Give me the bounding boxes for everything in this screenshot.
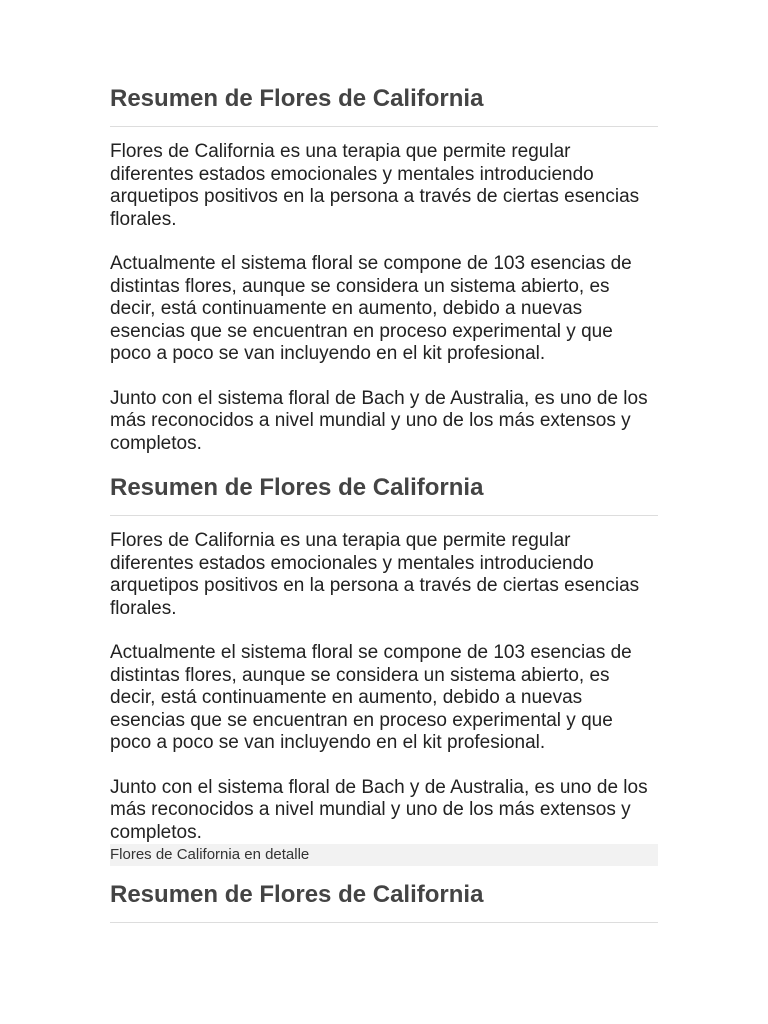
section-paragraph: Actualmente el sistema floral se compone de 103 esencias de distintas flores, aunque se considera un sistema abierto, es decir, está continuamente en aumento, debido a nuevas esencias que se encuentran en proceso experimental y que poco a poco se van incluyendo en el kit profesional. <box>110 253 632 364</box>
section-paragraph: Flores de California es una terapia que permite regular diferentes estados emocionales y mentales introduciendo arquetipos positivos en la persona a través de ciertas esencias florales. <box>110 141 640 230</box>
summary-section-1 <box>110 84 658 455</box>
section-paragraph: Junto con el sistema floral de Bach y de Australia, es uno de los más reconocidos a nivel mundial y uno de los más extensos y completos. <box>110 776 648 843</box>
section-divider <box>110 922 658 923</box>
section-paragraph: Actualmente el sistema floral se compone de 103 esencias de distintas flores, aunque se considera un sistema abierto, es decir, está continuamente en aumento, debido a nuevas esencias que se encuentran en proceso experimental y que poco a poco se van incluyendo en el kit profesional. <box>110 642 632 753</box>
section-divider <box>110 126 658 127</box>
section-title: Resumen de Flores de California <box>110 85 484 112</box>
section-title: Resumen de Flores de California <box>110 881 484 908</box>
section-divider <box>110 515 658 516</box>
detail-caption: Flores de California en detalle <box>110 844 658 866</box>
document-body <box>110 84 658 937</box>
summary-section-2 <box>110 473 658 844</box>
summary-section-3 <box>110 880 658 923</box>
section-paragraph: Junto con el sistema floral de Bach y de Australia, es uno de los más reconocidos a nivel mundial y uno de los más extensos y completos. <box>110 387 648 454</box>
section-title: Resumen de Flores de California <box>110 474 484 501</box>
section-paragraph: Flores de California es una terapia que permite regular diferentes estados emocionales y mentales introduciendo arquetipos positivos en la persona a través de ciertas esencias florales. <box>110 530 640 619</box>
